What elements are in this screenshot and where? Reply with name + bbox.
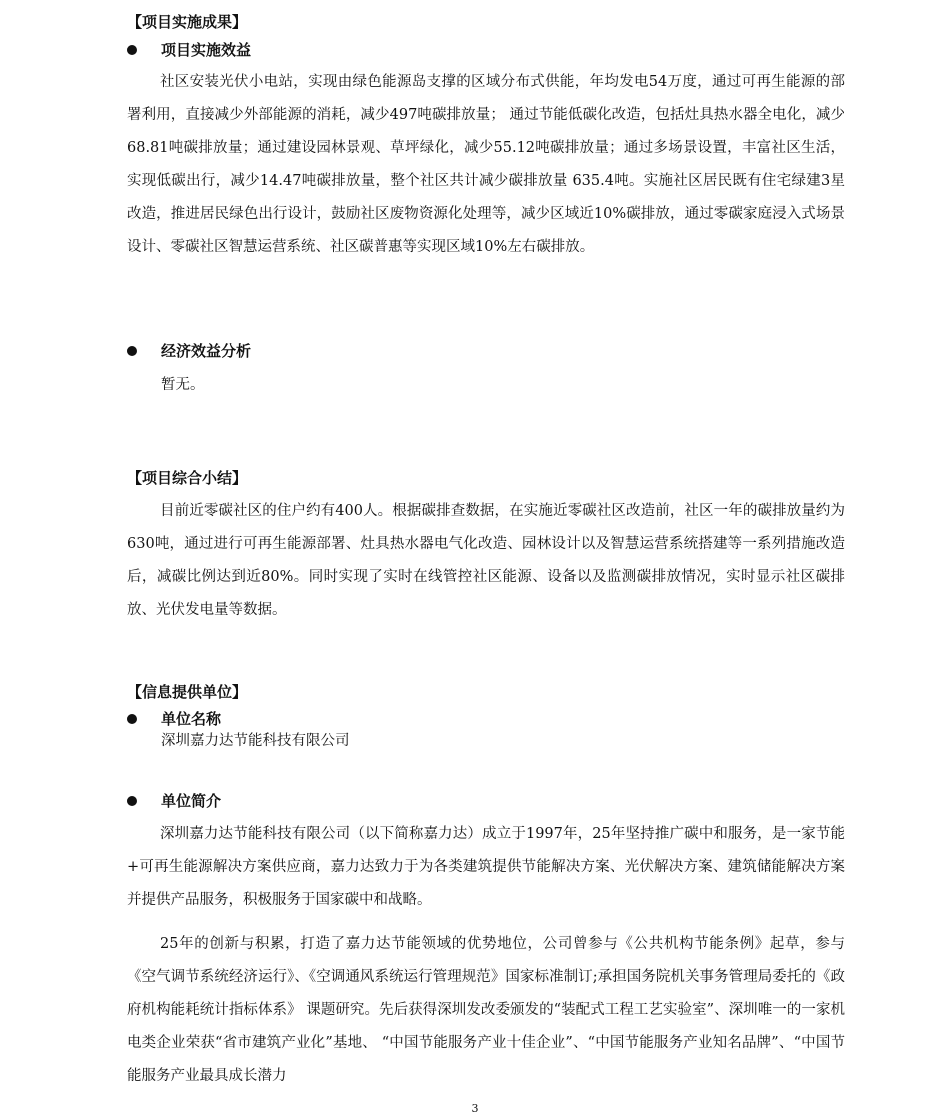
results-heading: 【项目实施成果】 [127, 13, 248, 31]
benefit-title: 项目实施效益 [161, 41, 252, 59]
company-name: 深圳嘉力达节能科技有限公司 [161, 733, 350, 749]
economic-title: 经济效益分析 [161, 342, 252, 360]
intro-paragraph-1: 深圳嘉力达节能科技有限公司（以下简称嘉力达）成立于1997年，25年坚持推广碳中和服务，是一家节能+可再生能源解决方案供应商，嘉力达致力于为各类建筑提供节能解决方案、光伏解决方案、建筑储能解决方案并提供产品服务，积极服务于国家碳中和战略。 [127, 826, 845, 908]
provider-heading: 【信息提供单位】 [127, 683, 248, 701]
name-title: 单位名称 [161, 710, 222, 728]
summary-heading: 【项目综合小结】 [127, 469, 248, 487]
bullet-dot-icon [127, 796, 137, 806]
economic-text: 暂无。 [161, 377, 205, 393]
bullet-dot-icon [127, 346, 137, 356]
intro-title: 单位简介 [161, 792, 222, 810]
intro-paragraph-2: 25年的创新与积累，打造了嘉力达节能领域的优势地位，公司曾参与《公共机构节能条例》起草，参与《空气调节系统经济运行》、《空调通风系统运行管理规范》国家标准制订;承担国务院机关事务管理局委托的《政府机构能耗统计指标体系》 课题研究。先后获得深圳发改委颁发的“装配式工程工艺实验室”、深圳唯一的一家机电类企业荣获“省市建筑产业化”基地、 “中国节能服务产业十佳企业”、“中国节能服务产业知名品牌”、“中国节能服务产业最具成长潜力 [127, 936, 845, 1084]
page-number: 3 [471, 1102, 479, 1115]
benefit-paragraph: 社区安装光伏小电站，实现由绿色能源岛支撑的区域分布式供能，年均发电54万度，通过可再生能源的部署利用，直接减少外部能源的消耗，减少497吨碳排放量； 通过节能低碳化改造，包括灶具热水器全电化，减少68.81吨碳排放量；通过建设园林景观、草坪绿化，减少55.12吨碳排放量；通过多场景设置，丰富社区生活，实现低碳出行，减少14.47吨碳排放量，整个社区共计减少碳排放量 635.4吨。实施社区居民既有住宅绿建3星改造，推进居民绿色出行设计，鼓励社区废物资源化处理等，减少区域近10%碳排放，通过零碳家庭浸入式场景设计、零碳社区智慧运营系统、社区碳普惠等实现区域10%左右碳排放。 [127, 74, 845, 255]
summary-paragraph: 目前近零碳社区的住户约有400人。根据碳排查数据，在实施近零碳社区改造前，社区一年的碳排放量约为630吨，通过进行可再生能源部署、灶具热水器电气化改造、园林设计以及智慧运营系统搭建等一系列措施改造后，减碳比例达到近80%。同时实现了实时在线管控社区能源、设备以及监测碳排放情况，实时显示社区碳排放、光伏发电量等数据。 [127, 503, 845, 618]
bullet-dot-icon [127, 45, 137, 55]
bullet-dot-icon [127, 714, 137, 724]
